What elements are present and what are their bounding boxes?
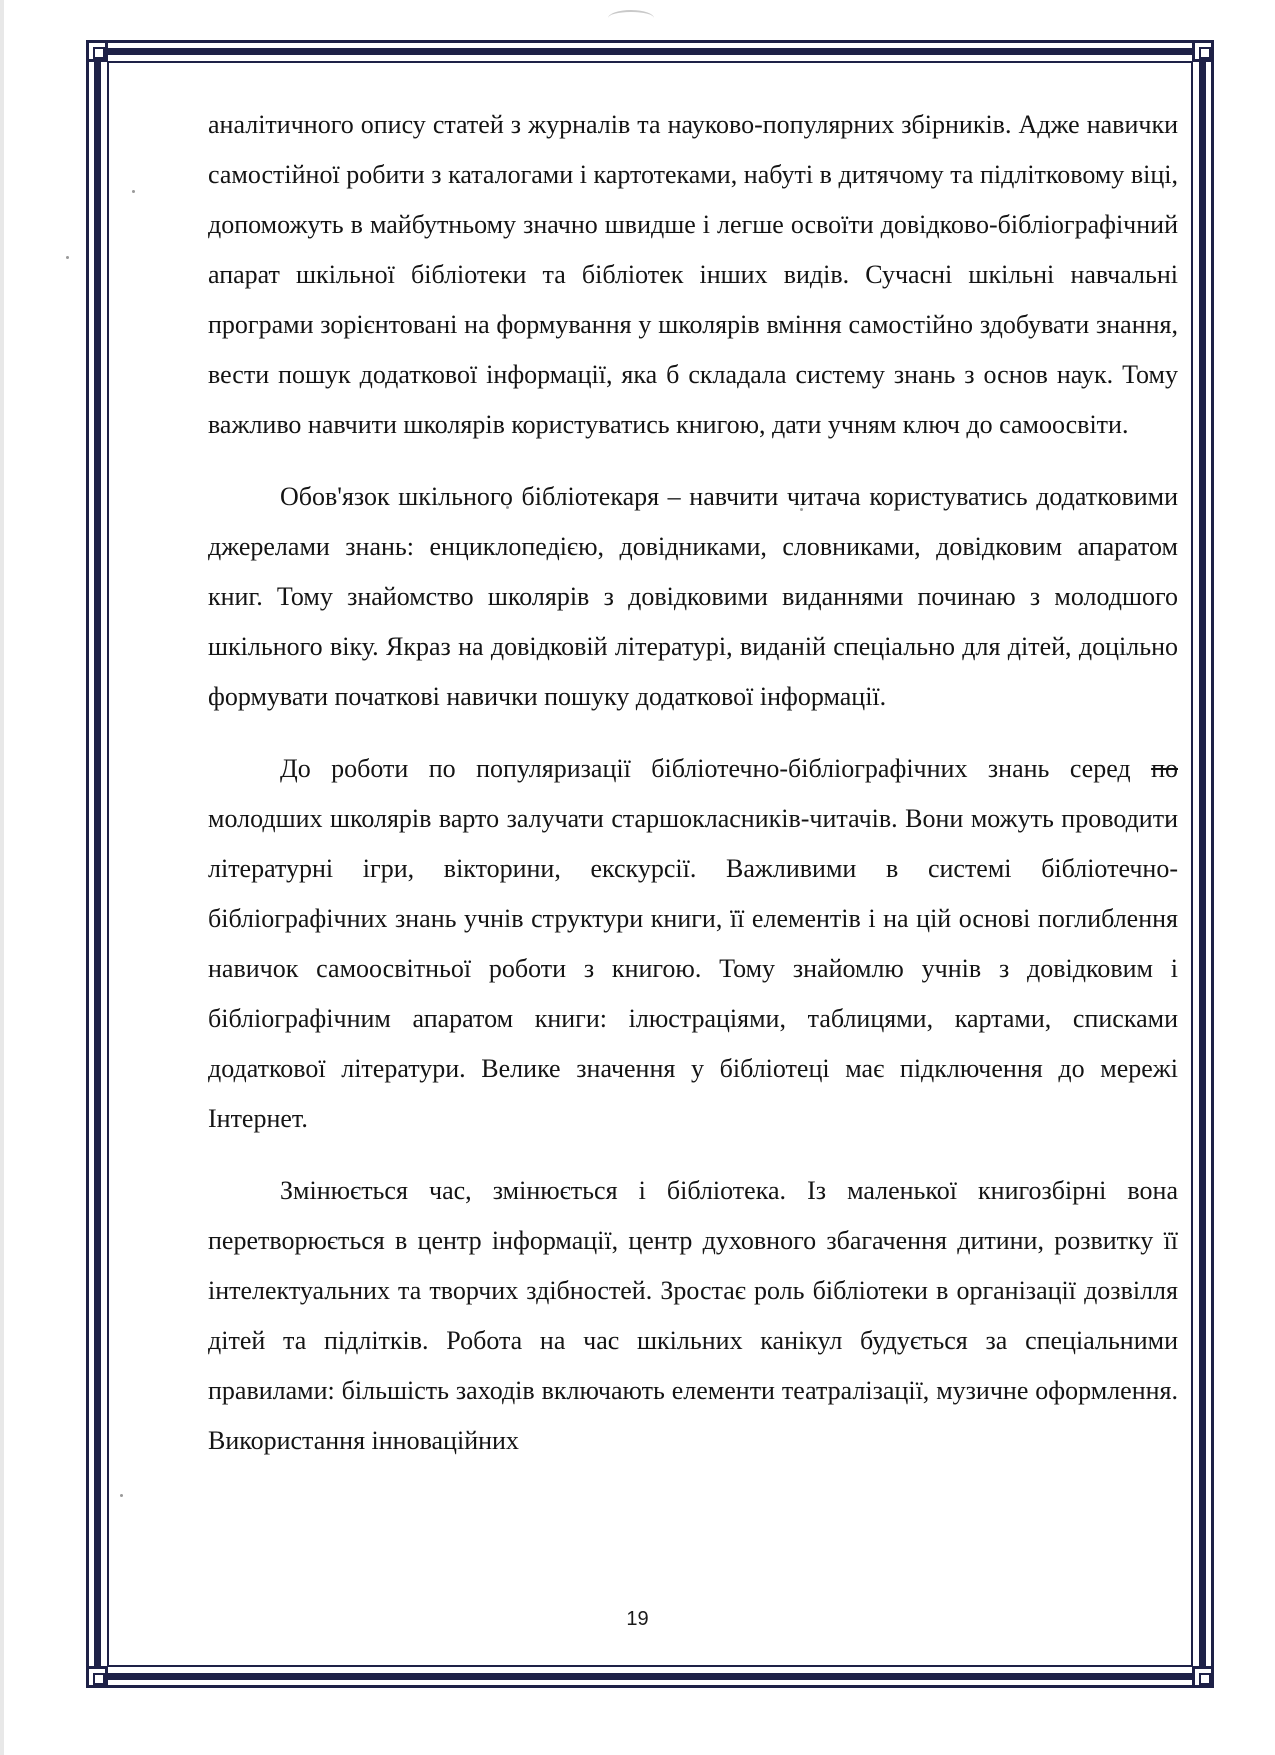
paragraph-3 (208, 744, 1178, 1144)
paragraph-3-rest: молодших школярів варто залучати старшокласників-читачів. Вони можуть проводити літературні ігри, вікторини, екскурсії. Важливими в системі бібліотечно-бібліографічних знань учнів структури книги, її елементів і на цій основі поглиблення навичок самоосвітньої роботи з книгою. Тому знайомлю учнів з довідковим і бібліографічним апаратом книги: ілюстраціями, таблицями, картами, списками додаткової літератури. Велике значення у бібліотеці має підключення до мережі Інтернет. (208, 804, 1178, 1133)
paragraph-4: Змінюється час, змінюється і бібліотека. Із маленької книгозбірні вона перетворюється в центр інформації, центр духовного збагачення дитини, розвитку її інтелектуальних та творчих здібностей. Зростає роль бібліотеки в організації дозвілля дітей та підлітків. Робота на час шкільних канікул будується за спеціальними правилами: більшість заходів включають елементи театралізації, музичне оформлення. Використання інноваційних (208, 1176, 1178, 1455)
struck-word: по (1151, 754, 1178, 783)
frame-corner-ornament (86, 40, 108, 62)
frame-corner-ornament (86, 1666, 108, 1688)
scan-speck (66, 256, 69, 259)
page-number: 19 (626, 1608, 649, 1630)
scan-speck (132, 190, 135, 193)
paragraph-1: аналітичного опису статей з журналів та науково-популярних збірників. Адже навички самостійної робити з каталогами і картотеками, набуті в дитячому та підлітковому віці, допоможуть в майбутньому значно швидше і легше освоїти довідково-бібліографічний апарат шкільної бібліотеки та бібліотек інших видів. Сучасні шкільні навчальні програми зорієнтовані на формування у школярів вміння самостійно здобувати знання, вести пошук додаткової інформації, яка б складала систему знань з основ наук. Тому важливо навчити школярів користуватись книгою, дати учням ключ до самоосвіти. (208, 110, 1178, 439)
paragraph-3-start: До роботи по популяризації бібліотечно-бібліографічних знань серед (280, 754, 1131, 783)
scan-edge (0, 0, 4, 1755)
document-body (208, 100, 1178, 1466)
frame-corner-ornament (1192, 40, 1214, 62)
staple-mark (608, 10, 654, 26)
paragraph-2: Обов'язок шкільного бібліотекаря – навчити читача користуватись додатковими джерелами знань: енциклопедією, довідниками, словниками, довідковим апаратом книг. Тому знайомство школярів з довідковими виданнями починаю з молодшого шкільного віку. Якраз на довідковій літературі, виданій спеціально для дітей, доцільно формувати початкові навички пошуку додаткової інформації. (208, 482, 1178, 711)
frame-corner-ornament (1192, 1666, 1214, 1688)
scan-speck (120, 1494, 123, 1497)
